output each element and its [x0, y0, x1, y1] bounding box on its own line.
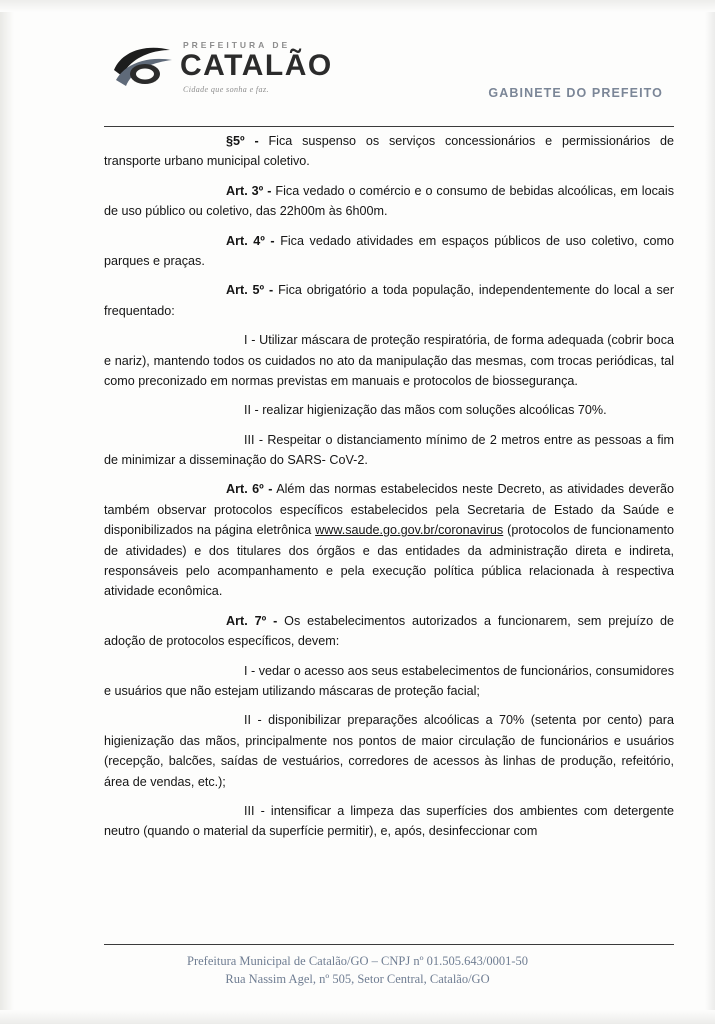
- paragraph-marker: I -: [244, 333, 256, 348]
- paragraph-text: vedar o acesso aos seus estabelecimentos de funcionários, consumidores e usuários que não estejam utilizando máscaras de proteção facial;: [104, 663, 674, 698]
- paragraph-art-5-i: [104, 330, 674, 400]
- paragraph-art-6: [104, 479, 674, 610]
- paragraph-marker: Art. 3º -: [226, 183, 272, 198]
- document-footer: [0, 952, 715, 988]
- paragraph-text: Fica suspenso os serviços concessionários e permissionários de transporte urbano municipal coletivo.: [104, 134, 674, 169]
- paragraph-text: Utilizar máscara de proteção respiratória, de forma adequada (cobrir boca e nariz), mantendo todos os cuidados no ato da manipulação das mesmas, com trocas periódicas, tal como preconizado em normas previstas em manuais e protocolos de biossegurança.: [104, 333, 674, 388]
- scan-edge-top: [0, 0, 715, 12]
- document-body: [104, 131, 674, 851]
- paragraph-text: intensificar a limpeza das superfícies dos ambientes com detergente neutro (quando o material da superfície permitir), e, após, desinfeccionar com: [104, 803, 674, 839]
- paragraph-marker: Art. 7º -: [226, 613, 278, 628]
- footer-divider: [104, 944, 674, 945]
- paragraph-text: Fica vedado o comércio e o consumo de bebidas alcoólicas, em locais de uso público ou coletivo, das 22h00m às 6h00m.: [104, 183, 675, 219]
- department-label: GABINETE DO PREFEITO: [488, 86, 663, 100]
- paragraph-marker: Art. 4º -: [226, 233, 275, 248]
- logo-wordmark: [180, 40, 360, 94]
- prefeitura-logo: [112, 40, 352, 106]
- footer-line-2: Rua Nassim Agel, nº 505, Setor Central, Catalão/GO: [225, 972, 490, 987]
- paragraph-marker: II -: [244, 403, 259, 418]
- scan-edge-left: [0, 0, 14, 1024]
- paragraph-text: Fica obrigatório a toda população, independentemente do local a ser frequentado:: [104, 283, 675, 318]
- paragraph-art-4: [104, 231, 674, 281]
- paragraph-art-5: [104, 280, 674, 330]
- paragraph-art-7-i: [104, 661, 674, 711]
- paragraph-text: disponibilizar preparações alcoólicas a 70% (setenta por cento) para higienização das mãos, principalmente nos pontos de maior circulação de funcionários e usuários (recepção, balcões, saídas de vestuários, corredores de acessos às linhas de produção, refeitório, área de vendas, etc.);: [104, 713, 674, 789]
- logo-prefeitura-text: PREFEITURA DE: [183, 40, 291, 50]
- paragraph-text: Respeitar o distanciamento mínimo de 2 metros entre as pessoas a fim de minimizar a disseminação do SARS- CoV-2.: [104, 432, 674, 468]
- paragraph-marker: I -: [244, 663, 256, 678]
- header-divider: [104, 126, 674, 127]
- paragraph-text: Os estabelecimentos autorizados a funcionarem, sem prejuízo de adoção de protocolos específicos, devem:: [104, 613, 674, 649]
- paragraph-marker: III -: [244, 432, 264, 447]
- document-header: [0, 34, 715, 112]
- paragraph-art-5-iii: [104, 430, 674, 480]
- paragraph-marker: Art. 5º -: [226, 283, 274, 298]
- scan-edge-right: [705, 0, 715, 1024]
- paragraph-art-7-ii: [104, 710, 674, 801]
- logo-city-name: CATALÃO: [180, 49, 333, 82]
- paragraph-text-after-link: (protocolos de funcionamento de atividades) e dos titulares dos órgãos e das entidades da administração direta e indireta, responsáveis pelo acompanhamento e pela execução política pública relacionada à respectiva atividade econômica.: [104, 523, 675, 599]
- swoosh-logo-icon: [112, 44, 174, 90]
- paragraph-art-3: [104, 181, 674, 231]
- paragraph-par-5: [104, 131, 674, 181]
- paragraph-marker: II -: [244, 713, 262, 728]
- paragraph-art-7-iii: [104, 801, 674, 851]
- external-link[interactable]: www.saude.go.gov.br/coronavirus: [315, 523, 504, 538]
- scan-edge-bottom: [0, 1010, 715, 1024]
- paragraph-text: Fica vedado atividades em espaços públicos de uso coletivo, como parques e praças.: [104, 233, 674, 268]
- paragraph-art-7: [104, 611, 674, 661]
- footer-line-1: Prefeitura Municipal de Catalão/GO – CNPJ nº 01.505.643/0001-50: [187, 954, 528, 968]
- paragraph-text: realizar higienização das mãos com soluções alcoólicas 70%.: [258, 403, 607, 418]
- logo-slogan: Cidade que sonha e faz.: [183, 85, 269, 94]
- paragraph-marker: Art. 6º -: [226, 482, 273, 497]
- paragraph-marker: III -: [244, 803, 265, 818]
- paragraph-marker: §5º -: [226, 134, 259, 148]
- paragraph-text-before-link: Além das normas estabelecidos neste Decreto, as atividades deverão também observar protocolos específicos estabelecidos pela Secretaria de Estado da Saúde e disponibilizados na página eletrônica: [104, 482, 674, 538]
- paragraph-art-5-ii: [104, 400, 674, 429]
